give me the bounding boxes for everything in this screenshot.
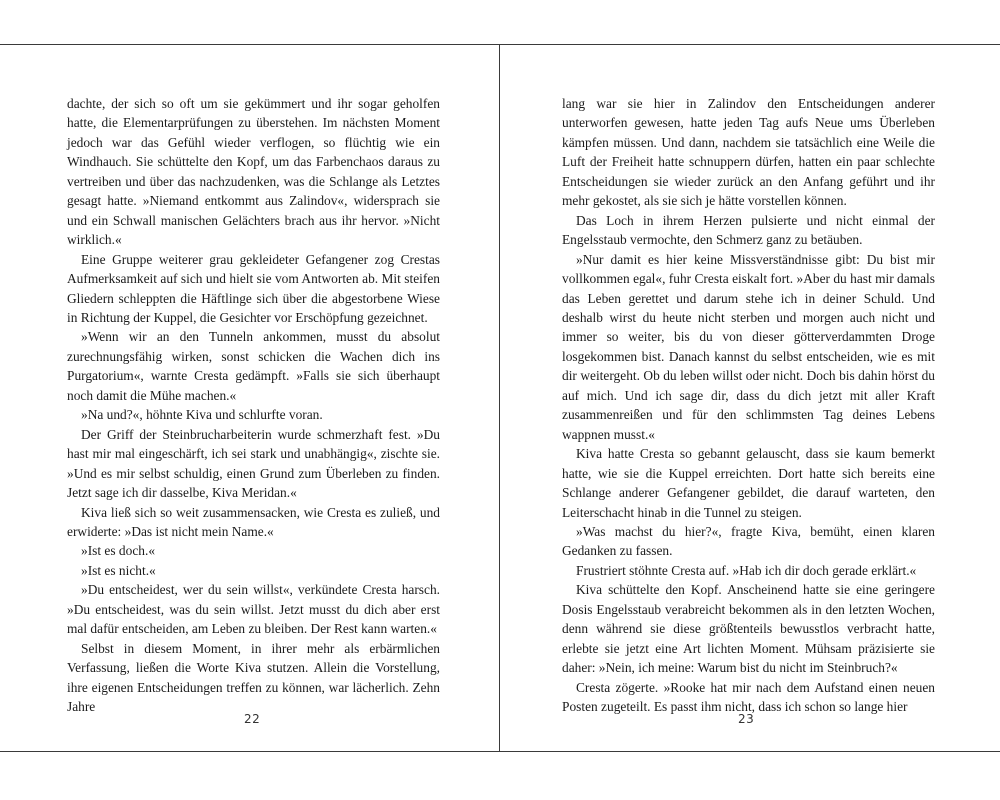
paragraph: Der Griff der Steinbrucharbeiterin wurde schmerzhaft fest. »Du hast mir mal eingeschärft, ich sei stark und unabhängig«, zischte sie. »Und es mir selbst schuldig, einen Grund zum Überleben zu finden. Jetzt sage ich dir dasselbe, Kiva Meridan.« [67, 426, 440, 501]
paragraph: »Was machst du hier?«, fragte Kiva, bemüht, einen klaren Gedanken zu fassen. [562, 523, 935, 559]
paragraph: »Du entscheidest, wer du sein willst«, verkündete Cresta harsch. »Du entscheidest, was du sein willst. Jetzt musst du dich aber erst mal dafür entscheiden, am Leben zu bleiben. Der Rest kann warten.« [67, 582, 440, 637]
page-number: 23 [738, 712, 755, 726]
paragraph: »Wenn wir an den Tunneln ankommen, musst du absolut zurechnungsfähig wirken, sonst schicken die Wachen dich ins Purgatorium«, warnte Cresta gedämpft. »Falls sie sich überhaupt noch damit die Mühe machen.« [67, 329, 440, 403]
paragraph: Eine Gruppe weiterer grau gekleideter Gefangener zog Crestas Aufmerksamkeit auf sich und hielt sie vom Antworten ab. Mit steifen Gliedern schleppten die Häftlinge sich über die abgestorbene Wiese in Richtung der Kuppel, die Gesichter vor Erschöpfung gezeichnet. [67, 251, 440, 325]
page-number: 22 [244, 712, 261, 726]
paragraph: Kiva schüttelte den Kopf. Anscheinend hatte sie eine geringere Dosis Engelsstaub verabreicht bekommen als in den letzten Wochen, denn während sie diese größtenteils bewusstlos verbracht hatte, erlebte sie jetzt eine Art lichten Moment. Mühsam präzisierte sie daher: »Nein, ich meine: Warum bist du nicht im Steinbruch?« [562, 582, 935, 676]
left-page-body [67, 94, 440, 717]
right-page-body [562, 94, 935, 717]
paragraph: lang war sie hier in Zalindov den Entscheidungen anderer unterworfen gewesen, hatte jeden Tag aufs Neue ums Überleben kämpfen müssen. Und dann, nachdem sie tatsächlich eine Weile die Luft der Freiheit hatte schnuppern dürfen, hatten ein paar schlechte Entscheidungen sie wieder zurück an den Anfang geführt und ihr mehr gekostet, als sie sich je hätte vorstellen können. [562, 96, 935, 209]
paragraph: Cresta zögerte. »Rooke hat mir nach dem Aufstand einen neuen Posten zugeteilt. Es passt ihm nicht, dass ich schon so lange hier [562, 679, 935, 715]
paragraph: »Na und?«, höhnte Kiva und schlurfte voran. [81, 407, 323, 423]
paragraph: Selbst in diesem Moment, in ihrer mehr als erbärmlichen Verfassung, ließen die Worte Kiva stutzen. Allein die Vorstellung, ihre eigenen Entscheidungen treffen zu können, war lächerlich. Zehn Jahre [67, 640, 440, 715]
paragraph: dachte, der sich so oft um sie gekümmert und ihr sogar geholfen hatte, die Elementarprüfungen zu überstehen. Im nächsten Moment jedoch war das Gefühl wieder verflogen, so flüchtig wie ein Windhauch. Sie schüttelte den Kopf, um das Farbenchaos daraus zu vertreiben und über das nachzudenken, was die Schlange als Letztes gesagt hatte. »Niemand entkommt aus Zalindov«, widersprach sie und ein Schwall manischen Gelächters brach aus ihr hervor. »Nicht wirklich.« [67, 96, 440, 248]
paragraph: »Ist es doch.« [81, 543, 156, 559]
paragraph: Kiva ließ sich so weit zusammensacken, wie Cresta es zuließ, und erwiderte: »Das ist nicht mein Name.« [67, 504, 440, 539]
paragraph: Frustriert stöhnte Cresta auf. »Hab ich dir doch gerade erklärt.« [576, 562, 917, 578]
paragraph: Das Loch in ihrem Herzen pulsierte und nicht einmal der Engelsstaub vermochte, den Schmerz ganz zu betäuben. [562, 212, 935, 248]
paragraph: »Ist es nicht.« [81, 562, 156, 578]
paragraph: Kiva hatte Cresta so gebannt gelauscht, dass sie kaum bemerkt hatte, wie sie die Kuppel erreichten. Dort hatte sich bereits eine Schlange anderer Gefangener gebildet, die darauf warteten, den Leiterschacht hinab in die Tunnel zu steigen. [562, 446, 935, 520]
paragraph: »Nur damit es hier keine Missverständnisse gibt: Du bist mir vollkommen egal«, fuhr Cresta eiskalt fort. »Aber du hast mir damals das Leben gerettet und darum stehe ich in deiner Schuld. Und deshalb wirst du heute nicht sterben und morgen auch nicht und immer so weiter, bis du von dieser götterverdammten Droge losgekommen bist. Danach kannst du selbst entscheiden, wie es mit dir weitergeht. Ob du leben willst oder nicht. Doch bis dahin hörst du auf mich. Und ich sage dir, dass du dich jetzt mit aller Kraft zusammenreißen und für den schlimmsten Tag deines Lebens wappnen musst.« [562, 251, 935, 442]
